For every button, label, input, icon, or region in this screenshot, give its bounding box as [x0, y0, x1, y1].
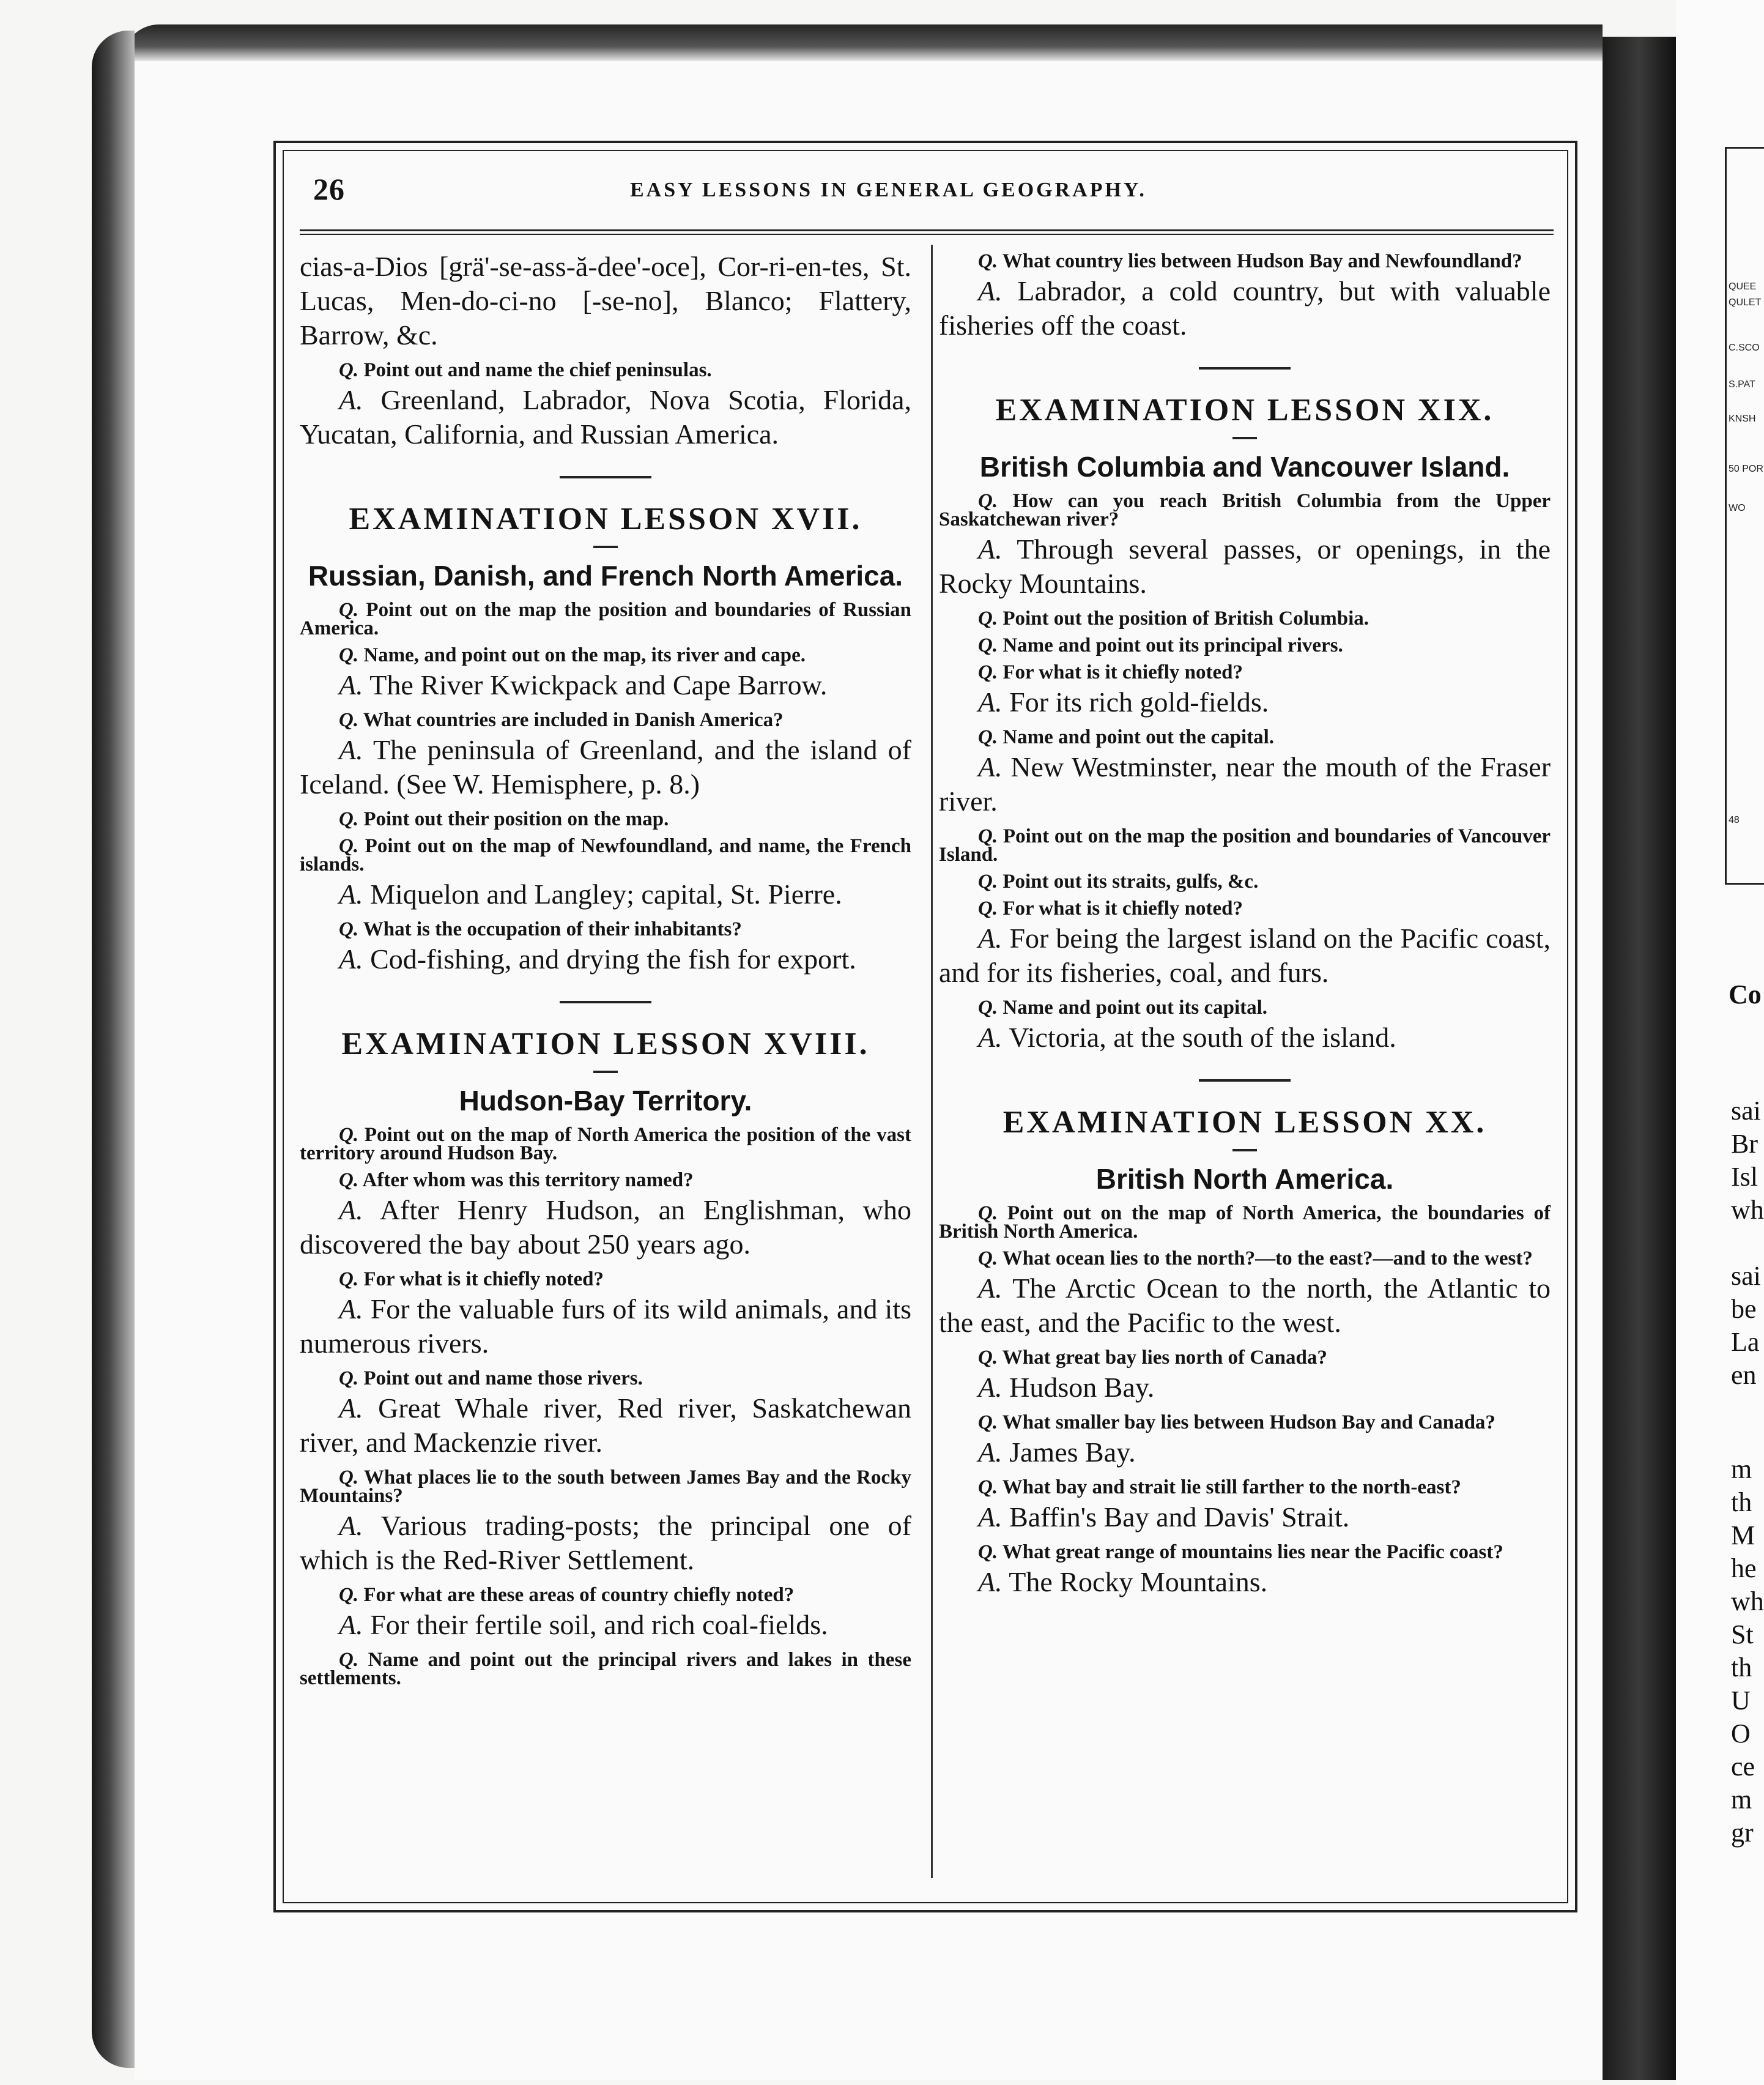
adjacent-text: La: [1731, 1327, 1760, 1357]
a-label: A.: [339, 943, 363, 975]
question: [939, 1204, 1551, 1241]
question: [939, 492, 1551, 529]
a-label: A.: [978, 533, 1002, 565]
adjacent-text: Br: [1731, 1129, 1758, 1159]
answer-text: For its rich gold-fields.: [1009, 686, 1269, 718]
q-label: Q.: [339, 1649, 359, 1671]
a-label: A.: [978, 1566, 1002, 1597]
a-label: A.: [978, 1436, 1002, 1468]
q-label: Q.: [978, 898, 998, 920]
q-label: Q.: [339, 709, 359, 731]
question: [300, 646, 911, 664]
a-label: A.: [978, 1372, 1002, 1403]
lesson-title: EXAMINATION LESSON XVII.: [349, 502, 862, 537]
adjacent-map-label: KNSH: [1729, 414, 1756, 424]
question: [300, 837, 911, 874]
answer-text: Various trading-posts; the principal one of which is the Red-River Settlement.: [300, 1510, 911, 1575]
answer-text: New Westminster, near the mouth of the Fraser river.: [939, 751, 1551, 817]
answer: [300, 1193, 911, 1262]
question: [939, 636, 1551, 655]
lesson-topic: Hudson-Bay Territory.: [459, 1085, 752, 1117]
question-text: Point out the position of British Columbia.: [1002, 608, 1369, 630]
a-label: A.: [978, 1273, 1002, 1304]
q-label: Q.: [978, 997, 998, 1019]
question: [939, 609, 1551, 628]
question: [300, 1171, 911, 1189]
question: [939, 1249, 1551, 1268]
q-label: Q.: [339, 1124, 359, 1146]
answer-text: For the valuable furs of its wild animals, and its numerous rivers.: [300, 1293, 911, 1359]
adjacent-text: he: [1731, 1553, 1757, 1583]
adjacent-map-label: 48: [1729, 815, 1740, 825]
answer-text: Labrador, a cold country, but with valuable fisheries off the coast.: [939, 275, 1551, 341]
question: [939, 252, 1551, 270]
book-edge-top: [122, 24, 1603, 61]
q-label: Q.: [978, 250, 998, 272]
section-separator: [1199, 367, 1291, 370]
adjacent-map-label: 50 POR: [1729, 464, 1763, 474]
adjacent-text: gr: [1731, 1818, 1754, 1848]
a-label: A.: [978, 275, 1002, 307]
lesson-title: EXAMINATION LESSON XX.: [1002, 1105, 1487, 1140]
question: [300, 1468, 911, 1505]
q-label: Q.: [339, 644, 359, 666]
q-label: Q.: [978, 1347, 998, 1369]
question-text: What countries are included in Danish America?: [363, 709, 784, 731]
adjacent-text: wh: [1731, 1586, 1764, 1616]
answer: [939, 274, 1551, 343]
adjacent-text: sai: [1731, 1261, 1761, 1291]
title-dash: [1232, 1149, 1257, 1151]
q-label: Q.: [978, 871, 998, 893]
q-label: Q.: [339, 1268, 359, 1290]
a-label: A.: [978, 686, 1002, 718]
answer: [939, 1565, 1551, 1599]
answer: [939, 1435, 1551, 1470]
answer: [300, 877, 911, 912]
q-label: Q.: [978, 608, 998, 630]
answer-text: Victoria, at the south of the island.: [1009, 1022, 1396, 1053]
q-label: Q.: [978, 825, 998, 847]
question-text: Point out and name those rivers.: [363, 1367, 643, 1389]
question: [939, 1413, 1551, 1432]
answer: [300, 383, 911, 452]
answer: [300, 1292, 911, 1361]
question: [939, 899, 1551, 918]
question-text: What smaller bay lies between Hudson Bay and Canada?: [1002, 1411, 1495, 1433]
question-text: Name and point out its principal rivers.: [1002, 634, 1343, 656]
answer-text: Baffin's Bay and Davis' Strait.: [1009, 1501, 1350, 1533]
q-label: Q.: [978, 726, 998, 748]
q-label: Q.: [978, 634, 998, 656]
question: [300, 1369, 911, 1388]
question-text: Point out on the map of North America, the boundaries of British North America.: [939, 1202, 1551, 1243]
a-label: A.: [978, 1022, 1002, 1053]
question-text: Point out and name the chief peninsulas.: [363, 359, 712, 381]
adjacent-text: th: [1731, 1487, 1752, 1517]
a-label: A.: [978, 751, 1002, 782]
question-text: Point out on the map of North America the position of the vast territory around Hudson Bay.: [300, 1124, 912, 1164]
question: [939, 1543, 1551, 1561]
running-head: EASY LESSONS IN GENERAL GEOGRAPHY.: [630, 179, 1147, 201]
adjacent-text: m: [1731, 1785, 1752, 1815]
answer: [300, 1509, 911, 1577]
title-dash: [593, 1071, 618, 1073]
answer-text: The Rocky Mountains.: [1009, 1566, 1268, 1597]
adjacent-text: m: [1731, 1454, 1752, 1484]
question-text: Point out on the map the position and boundaries of Vancouver Island.: [939, 825, 1551, 866]
q-label: Q.: [978, 1202, 998, 1224]
question-text: What great range of mountains lies near the Pacific coast?: [1002, 1541, 1503, 1563]
question-text: After whom was this territory named?: [362, 1169, 694, 1191]
adjacent-text: wh: [1731, 1195, 1764, 1225]
question-text: What ocean lies to the north?—to the east?—and to the west?: [1002, 1247, 1533, 1269]
answer: [939, 1370, 1551, 1405]
answer: [300, 733, 911, 801]
question-text: How can you reach British Columbia from the Upper Saskatchewan river?: [939, 490, 1551, 530]
a-label: A.: [339, 879, 363, 910]
column-divider: [931, 245, 933, 1878]
adjacent-text: ce: [1731, 1752, 1755, 1782]
header-rule: [300, 229, 1554, 231]
answer: [939, 1500, 1551, 1534]
a-label: A.: [339, 384, 363, 415]
question: [300, 601, 911, 637]
adjacent-text: O: [1731, 1719, 1751, 1749]
adjacent-map-label: C.SCO: [1729, 343, 1760, 353]
answer-text: Through several passes, or openings, in the Rocky Mountains.: [939, 533, 1551, 599]
answer-text: Great Whale river, Red river, Saskatchewan river, and Mackenzie river.: [300, 1392, 911, 1458]
a-label: A.: [339, 1609, 363, 1640]
intro-paragraph: cias-a-Dios [grä'-se-ass-ă-dee'-oce], Cor-ri-en-tes, St. Lucas, Men-do-ci-no [-se-no], Blanco; Flattery, Barrow, &c.: [300, 251, 911, 351]
section-separator: [560, 1001, 651, 1003]
adjacent-map-label: QULET: [1729, 297, 1762, 308]
question: [300, 1651, 911, 1687]
a-label: A.: [339, 669, 363, 701]
question: [939, 872, 1551, 891]
q-label: Q.: [978, 1247, 998, 1269]
answer: [300, 942, 911, 976]
answer: [939, 532, 1551, 601]
question-text: For what is it chiefly noted?: [1002, 661, 1243, 683]
question-text: Name and point out the capital.: [1002, 726, 1275, 748]
question-text: Point out their position on the map.: [363, 808, 669, 830]
question-text: What great bay lies north of Canada?: [1002, 1347, 1327, 1369]
question: [300, 711, 911, 729]
header-rule: [300, 234, 1554, 235]
adjacent-text: U: [1731, 1685, 1751, 1715]
q-label: Q.: [978, 1476, 998, 1498]
q-label: Q.: [339, 359, 359, 381]
a-label: A.: [339, 734, 363, 765]
question-text: For what is it chiefly noted?: [1002, 898, 1243, 920]
section-separator: [1199, 1079, 1291, 1082]
a-label: A.: [339, 1392, 363, 1424]
question: [300, 361, 911, 379]
question-text: Name and point out its capital.: [1002, 997, 1268, 1019]
question-text: Name, and point out on the map, its river and cape.: [363, 644, 806, 666]
answer-text: The Arctic Ocean to the north, the Atlantic to the east, and the Pacific to the west.: [939, 1273, 1551, 1338]
adjacent-text: en: [1731, 1360, 1757, 1390]
adjacent-text: be: [1731, 1294, 1757, 1324]
a-label: A.: [978, 1501, 1002, 1533]
lesson-topic: British Columbia and Vancouver Island.: [979, 451, 1510, 483]
adjacent-text: St: [1731, 1619, 1754, 1649]
answer-text: Cod-fishing, and drying the fish for export.: [370, 943, 856, 975]
a-label: A.: [978, 923, 1002, 954]
question-text: What is the occupation of their inhabitants?: [363, 918, 742, 940]
title-dash: [593, 546, 618, 548]
left-column: [300, 250, 911, 1691]
lesson-title: EXAMINATION LESSON XVIII.: [341, 1027, 870, 1061]
answer-text: For being the largest island on the Pacific coast, and for its fisheries, coal, and furs.: [939, 923, 1551, 988]
q-label: Q.: [339, 1169, 359, 1191]
lesson-topic: Russian, Danish, and French North America.: [308, 560, 903, 592]
right-column: [939, 250, 1551, 1599]
question: [300, 810, 911, 828]
q-label: Q.: [978, 490, 998, 512]
q-label: Q.: [339, 1584, 359, 1606]
q-label: Q.: [978, 1541, 998, 1563]
q-label: Q.: [339, 918, 359, 940]
answer-text: Hudson Bay.: [1009, 1372, 1155, 1403]
adjacent-text: sai: [1731, 1096, 1761, 1126]
adjacent-text: Isl: [1731, 1162, 1758, 1192]
answer: [939, 685, 1551, 719]
question-text: Point out its straits, gulfs, &c.: [1002, 871, 1259, 893]
question-text: What places lie to the south between James Bay and the Rocky Mountains?: [300, 1466, 911, 1507]
question-text: Point out on the map the position and boundaries of Russian America.: [300, 599, 911, 639]
question-text: Point out on the map of Newfoundland, and name, the French islands.: [300, 835, 912, 875]
question: [939, 728, 1551, 746]
adjacent-map-label: S.PAT: [1729, 379, 1755, 390]
question: [300, 1270, 911, 1288]
q-label: Q.: [339, 599, 359, 621]
section-separator: [560, 476, 651, 478]
answer: [939, 750, 1551, 819]
question: [939, 998, 1551, 1017]
q-label: Q.: [978, 661, 998, 683]
question-text: For what is it chiefly noted?: [363, 1268, 604, 1290]
q-label: Q.: [339, 835, 359, 857]
lesson-title: EXAMINATION LESSON XIX.: [995, 393, 1494, 428]
answer-text: After Henry Hudson, an Englishman, who discovered the bay about 250 years ago.: [300, 1194, 911, 1260]
question: [939, 1478, 1551, 1496]
answer-text: Greenland, Labrador, Nova Scotia, Florida, Yucatan, California, and Russian America.: [300, 384, 911, 450]
question: [300, 920, 911, 938]
book-gutter: [1603, 37, 1676, 2080]
adjacent-text: Co: [1729, 979, 1762, 1009]
adjacent-map-label: WO: [1729, 503, 1746, 513]
question: [300, 1126, 911, 1162]
answer-text: For their fertile soil, and rich coal-fields.: [370, 1609, 828, 1640]
q-label: Q.: [339, 1466, 359, 1488]
answer-text: Miquelon and Langley; capital, St. Pierre.: [370, 879, 842, 910]
question: [300, 1586, 911, 1604]
question: [939, 1348, 1551, 1367]
answer: [300, 1608, 911, 1642]
answer: [939, 1271, 1551, 1340]
answer: [939, 921, 1551, 990]
adjacent-page-map-frame: [1725, 147, 1764, 885]
answer-text: The River Kwickpack and Cape Barrow.: [369, 669, 828, 701]
answer: [939, 1020, 1551, 1055]
a-label: A.: [339, 1293, 363, 1325]
question-text: For what are these areas of country chiefly noted?: [363, 1584, 795, 1606]
answer: [300, 1391, 911, 1460]
answer-text: The peninsula of Greenland, and the island of Iceland. (See W. Hemisphere, p. 8.): [300, 734, 912, 800]
q-label: Q.: [339, 808, 359, 830]
book-edge-left: [92, 31, 135, 2068]
answer-text: James Bay.: [1009, 1436, 1136, 1468]
answer: [300, 668, 911, 702]
lesson-topic: British North America.: [1095, 1163, 1394, 1195]
question-text: Name and point out the principal rivers and lakes in these settlements.: [300, 1649, 911, 1689]
question: [939, 663, 1551, 682]
adjacent-text: th: [1731, 1652, 1752, 1682]
q-label: Q.: [978, 1411, 998, 1433]
q-label: Q.: [339, 1367, 359, 1389]
adjacent-map-label: QUEE: [1729, 281, 1757, 292]
question-text: What country lies between Hudson Bay and Newfoundland?: [1002, 250, 1522, 272]
a-label: A.: [339, 1510, 363, 1541]
question-text: What bay and strait lie still farther to the north-east?: [1002, 1476, 1461, 1498]
adjacent-text: M: [1731, 1520, 1755, 1550]
a-label: A.: [339, 1194, 363, 1225]
page-number: 26: [313, 172, 345, 206]
title-dash: [1232, 437, 1257, 439]
question: [939, 827, 1551, 864]
